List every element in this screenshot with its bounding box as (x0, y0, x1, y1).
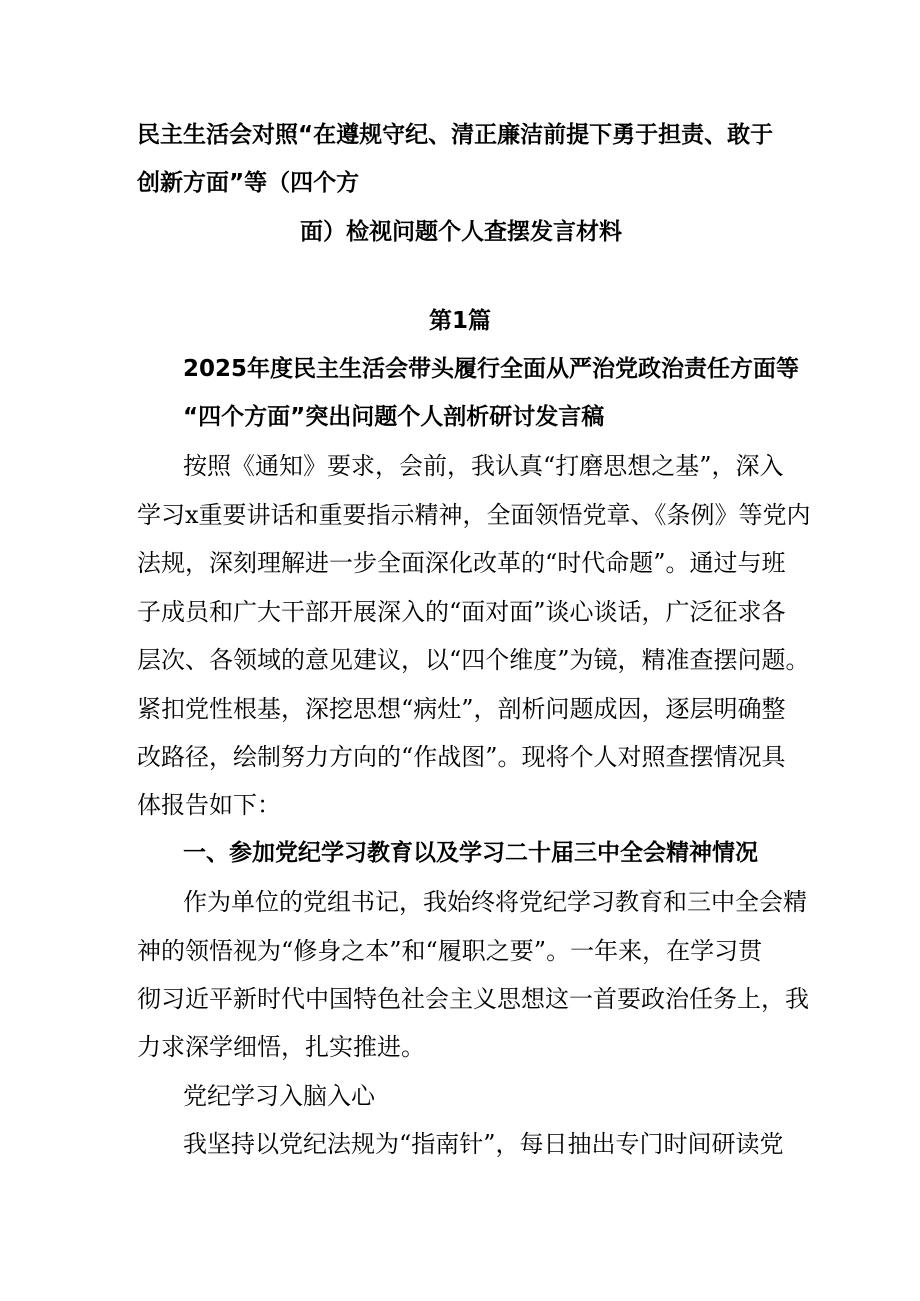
intro-line-1: 按照《通知》要求，会前，我认真“打磨思想之基”，深入 (183, 452, 784, 480)
subsection-line-1: 我坚持以党纪法规为“指南针”，每日抽出专门时间研读党 (183, 1130, 784, 1158)
subtitle-line-1: 2025年度民主生活会带头履行全面从严治党政治责任方面等 (183, 356, 800, 382)
intro-line-8: 体报告如下： (137, 791, 281, 819)
intro-line-4: 子成员和广大干部开展深入的“面对面”谈心谈话，广泛征求各 (137, 598, 786, 626)
intro-line-5: 层次、各领域的意见建议，以“四个维度”为镜，精准查摆问题。 (137, 646, 810, 674)
chapter-label: 第1篇 (428, 308, 491, 334)
section-line-4: 力求深学细悟，扎实推进。 (137, 1033, 425, 1061)
section-line-1: 作为单位的党组书记，我始终将党纪学习教育和三中全会精 (183, 888, 807, 916)
section-line-3: 彻习近平新时代中国特色社会主义思想这一首要政治任务上，我 (137, 985, 809, 1013)
intro-line-7: 改路径，绘制努力方向的“作战图”。现将个人对照查摆情况具 (137, 743, 786, 771)
section-line-2: 神的领悟视为“修身之本”和“履职之要”。一年来，在学习贯 (137, 937, 763, 965)
doc-title-line-2: 创新方面”等（四个方 (137, 170, 360, 196)
section-heading: 一、参加党纪学习教育以及学习二十届三中全会精神情况 (183, 840, 758, 866)
subtitle-line-2: “四个方面”突出问题个人剖析研讨发言稿 (183, 404, 605, 430)
intro-line-6: 紧扣党性根基，深挖思想“病灶”，剖析问题成因，逐层明确整 (137, 695, 786, 723)
subsection-heading: 党纪学习入脑入心 (183, 1082, 375, 1110)
doc-title-line-3: 面）检视问题个人查摆发言材料 (300, 219, 622, 245)
intro-line-3: 法规，深刻理解进一步全面深化改革的“时代命题”。通过与班 (137, 549, 786, 577)
doc-title-line-1: 民主生活会对照“在遵规守纪、清正廉洁前提下勇于担责、敢于 (137, 122, 774, 148)
intro-line-2: 学习x重要讲话和重要指示精神，全面领悟党章、《条例》等党内 (137, 501, 811, 529)
